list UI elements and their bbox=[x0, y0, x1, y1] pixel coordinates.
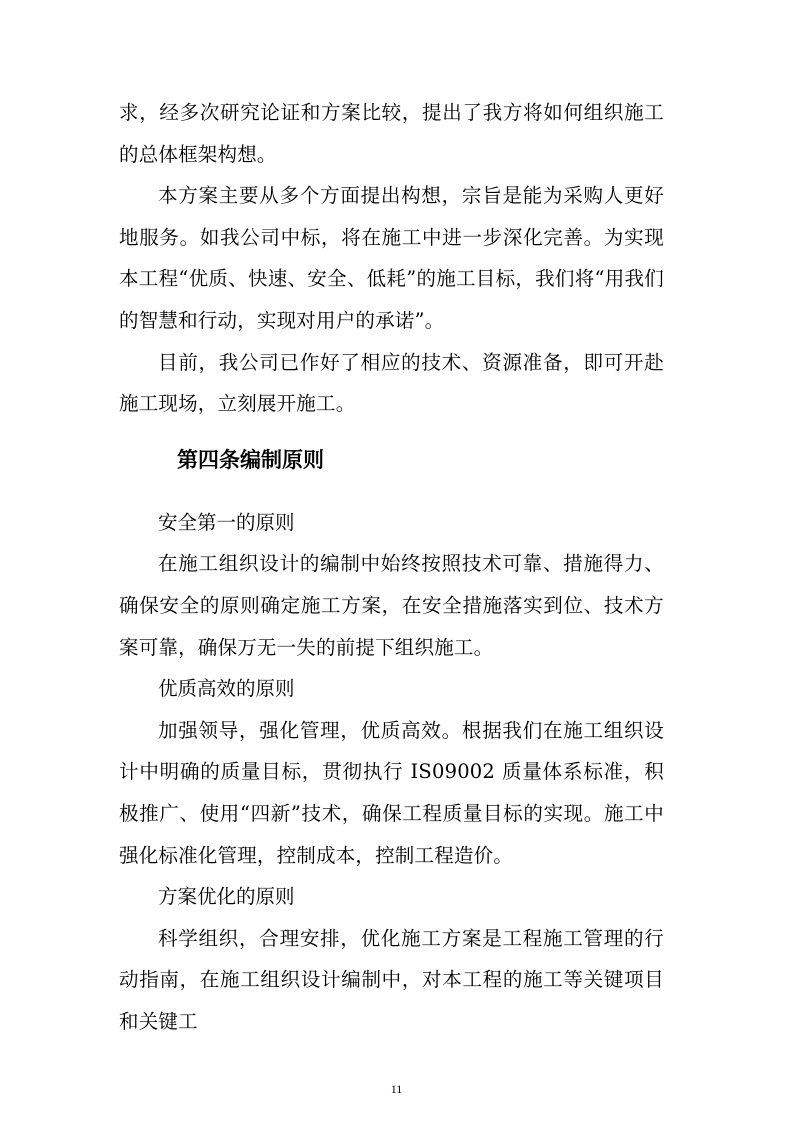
page-content bbox=[119, 92, 664, 1042]
section-heading: 第四条编制原则 bbox=[177, 446, 324, 472]
paragraph-continuation: 求，经多次研究论证和方案比较，提出了我方将如何组织施工的总体框架构想。 bbox=[119, 101, 664, 166]
principle-body-optimization: 科学组织，合理安排，优化施工方案是工程施工管理的行动指南，在施工组织设计编制中，对本工程的施工等关键项目和关键工 bbox=[119, 926, 664, 1033]
principle-body-safety: 在施工组织设计的编制中始终按照技术可靠、措施得力、确保安全的原则确定施工方案，在安全措施落实到位、技术方案可靠，确保万无一失的前提下组织施工。 bbox=[119, 552, 664, 659]
principle-title-quality: 优质高效的原则 bbox=[158, 677, 295, 701]
principle-body-quality: 加强领导，强化管理，优质高效。根据我们在施工组织设计中明确的质量目标，贯彻执行 IS09002 质量体系标准，积极推广、使用“四新”技术，确保工程质量目标的实现。施工中强化标准化管理，控制成本，控制工程造价。 bbox=[119, 718, 664, 867]
paragraph-plan-purpose: 本方案主要从多个方面提出构想，宗旨是能为采购人更好地服务。如我公司中标，将在施工中进一步深化完善。为实现本工程“优质、快速、安全、低耗”的施工目标，我们将“用我们的智慧和行动，实现对用户的承诺”。 bbox=[119, 184, 664, 332]
principle-title-optimization: 方案优化的原则 bbox=[158, 885, 295, 909]
principle-title-safety: 安全第一的原则 bbox=[158, 510, 295, 534]
page-number: 11 bbox=[390, 1082, 403, 1096]
paragraph-readiness: 目前，我公司已作好了相应的技术、资源准备，即可开赴施工现场，立刻展开施工。 bbox=[119, 350, 664, 416]
